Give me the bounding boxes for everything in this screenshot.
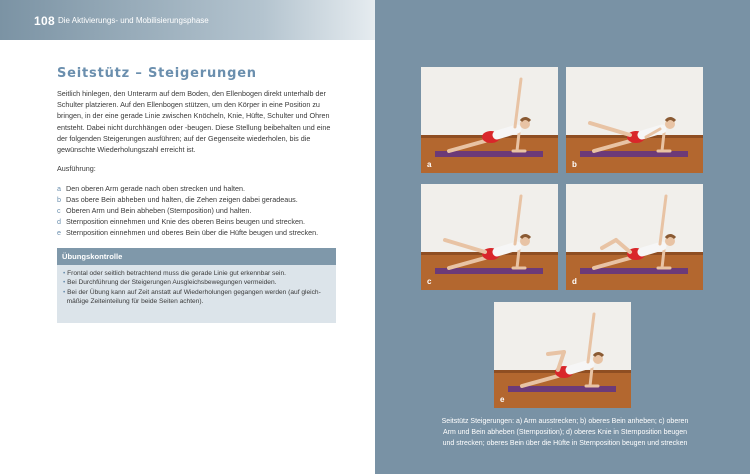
control-item-text: Bei der Übung kann auf Zeit anstatt auf Wiederholungen gegangen werden (auf gleich- [67, 288, 321, 296]
page-header [0, 0, 375, 40]
step-text: Den oberen Arm gerade nach oben strecken und halten. [66, 184, 246, 193]
caption-line: Arm und Bein abheben (Sternposition); d) oberes Knie in Sternposition beugen [443, 428, 687, 436]
control-item-text: Frontal oder seitlich betrachtend muss die gerade Linie gut erkennbar sein. [67, 270, 286, 277]
figure-caption [430, 417, 700, 449]
control-item: • Frontal oder seitlich betrachtend muss die gerade Linie gut erkennbar sein. [63, 270, 286, 277]
step-item [57, 194, 347, 205]
step-letter: e [57, 228, 61, 237]
control-box [57, 248, 336, 323]
control-item: • Bei Durchführung der Steigerungen Ausgleichsbewegungen vermeiden. [63, 279, 277, 287]
caption-line: Seitstütz Steigerungen: a) Arm ausstrecken; b) oberes Bein anheben; c) oberen [441, 418, 689, 425]
caption-line: und strecken; oberes Bein über die Hüfte in Sternposition beugen und strecken [442, 439, 688, 447]
page-number: 108 [34, 14, 55, 28]
step-letter: b [57, 195, 61, 204]
exercise-illustration [421, 67, 558, 173]
exercise-photo-d [566, 184, 703, 290]
exercise-illustration [421, 184, 558, 290]
step-text: Oberen Arm und Bein abheben (Sternposition) und halten. [66, 206, 252, 215]
section-title: Seitstütz – Steigerungen [57, 66, 257, 81]
photo-label: c [427, 277, 432, 286]
control-item [63, 297, 330, 306]
step-text: Sternposition einnehmen und oberes Bein über die Hüfte beugen und strecken. [66, 228, 319, 237]
step-letter: d [57, 217, 61, 226]
exercise-illustration [566, 184, 703, 290]
exercise-illustration [494, 302, 631, 408]
step-text: Das obere Bein abheben und halten, die Zehen zeigen dabei geradeaus. [66, 195, 298, 204]
exercise-photo-e [494, 302, 631, 408]
control-item-text: mäßige Zeiteinteilung für beide Seiten achten). [66, 298, 204, 306]
photo-label: b [572, 160, 577, 169]
step-item [57, 227, 347, 238]
control-item: • Bei der Übung kann auf Zeit anstatt auf Wiederholungen gegangen werden (auf gleich- [63, 288, 321, 296]
exercise-illustration [566, 67, 703, 173]
step-text: Sternposition einnehmen und Knie des oberen Beins beugen und strecken. [66, 217, 305, 226]
photo-label: e [500, 395, 505, 404]
control-list [57, 265, 336, 307]
photo-label: d [572, 277, 577, 286]
step-item [57, 216, 347, 227]
exercise-photo-b [566, 67, 703, 173]
chapter-title: Die Aktivierungs- und Mobilisierungsphase [58, 16, 209, 25]
step-letter: c [57, 206, 61, 215]
control-item-text: Bei Durchführung der Steigerungen Ausgleichsbewegungen vermeiden. [67, 279, 277, 287]
photo-label: a [427, 160, 432, 169]
step-item [57, 205, 347, 216]
intro-paragraph: Seitlich hinlegen, den Unterarm auf dem Boden, den Ellenbogen direkt unterhalb der Schulter platzieren. Auf den Ellenbogen stützen, um den Körper in eine Position zu bringen, in der eine gerade Linie zwischen Knöcheln, Knie, Hüfte, Schulter und Ohren entsteht. Dabei nicht durchhängen oder -beugen. Diese Stellung beibehalten und eine der folgenden Steigerungen ausführen; auf der Gegenseite wiederholen, bis die gewünschte Wiederholungszahl erreicht ist. [57, 89, 331, 155]
exercise-photo-c [421, 184, 558, 290]
exercise-photo-a [421, 67, 558, 173]
step-letter: a [57, 184, 61, 193]
control-box-title: Übungskontrolle [57, 248, 336, 265]
step-item [57, 183, 347, 194]
execution-label: Ausführung: [57, 164, 96, 173]
step-list [57, 183, 347, 238]
